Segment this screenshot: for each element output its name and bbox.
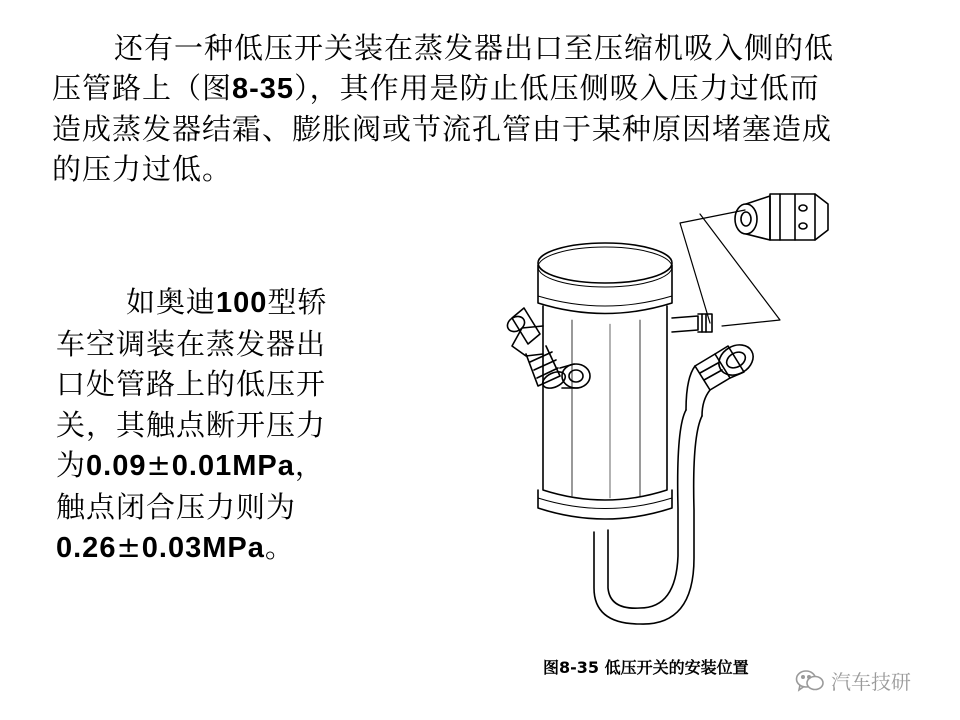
close-pressure-line: 0.26±0.03MPa。 (56, 530, 295, 564)
watermark (795, 666, 911, 695)
inlet-fitting-icon (505, 308, 590, 391)
para1-line-1: 还有一种低压开关装在蒸发器出口至压缩机吸入侧的低 (114, 31, 835, 65)
example-paragraph (56, 282, 356, 569)
para2-line-2: 车空调装在蒸发器出 (56, 326, 327, 361)
close-pressure-value: 0.26 (56, 532, 117, 564)
para2-line-4: 关，其触点断开压力 (56, 407, 327, 442)
para1-line-3: 造成蒸发器结霜、膨胀阀或节流孔管由于某种原因堵塞造成 (52, 112, 833, 146)
outlet-fitting-icon (686, 339, 759, 416)
figure-caption: 图8-35 低压开关的安装位置 (543, 658, 749, 677)
open-pressure-line: 为0.09±0.01MPa， (56, 448, 325, 482)
para2-line-3: 口处管路上的低压开 (56, 367, 327, 401)
intro-paragraph (52, 28, 902, 189)
figure-reference: 8-35 (232, 73, 295, 105)
watermark-text: 汽车技研 (831, 670, 911, 694)
para1-line-2: 压管路上（图8-35），其作用是防止低压侧吸入压力过低而 (52, 71, 820, 105)
accumulator-tank-icon (538, 243, 672, 519)
switch-port-icon (672, 314, 712, 332)
low-pressure-switch-icon (735, 194, 828, 240)
open-pressure-value: 0.09 (86, 450, 147, 482)
wechat-icon (795, 668, 825, 694)
para2-line-1: 如奥迪100型轿 (126, 285, 328, 319)
para1-line-4: 的压力过低。 (52, 152, 233, 186)
switch-installation-illustration (490, 178, 850, 648)
para2-line-6: 触点闭合压力则为 (56, 489, 297, 524)
